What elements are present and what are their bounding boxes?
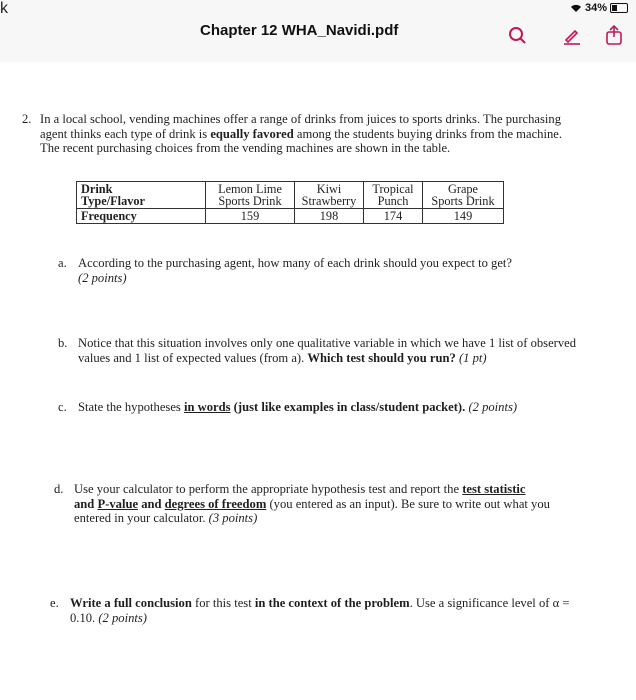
back-button[interactable]: k	[0, 0, 8, 17]
frequency-table	[76, 181, 504, 224]
search-icon[interactable]	[508, 26, 528, 46]
battery-percent: 34%	[584, 2, 607, 14]
markup-pen-icon[interactable]	[562, 26, 582, 46]
question-text: In a local school, vending machines offer a range of drinks from juices to sports drinks. The purchasing agent thinks each type of drink is equally favored among the students buying drinks from the machine. The recent purchasing choices from the vending machines are shown in the table.	[40, 112, 562, 155]
table-cell: 159	[206, 209, 295, 224]
table-cell: 149	[423, 209, 504, 224]
table-cell: 198	[295, 209, 364, 224]
table-cell: Tropical Punch	[364, 182, 423, 209]
question-2	[22, 112, 582, 156]
part-d: d. Use your calculator to perform the appropriate hypothesis test and report the test statistic and P-value and degrees of freedom (you entered as an input). Be sure to write out what you entered in your calculator. (3 points)	[54, 482, 550, 525]
question-number: 2.	[22, 112, 32, 126]
pdf-page	[0, 62, 636, 700]
battery-icon	[610, 3, 628, 13]
share-icon[interactable]	[604, 24, 624, 46]
table-cell: Lemon Lime Sports Drink	[206, 182, 295, 209]
wifi-icon	[570, 4, 582, 13]
part-e: e. Write a full conclusion for this test in the context of the problem. Use a significance level of α = 0.10. (2 points)	[50, 596, 570, 625]
document-title: Chapter 12 WHA_Navidi.pdf	[200, 22, 399, 39]
status-bar	[570, 2, 628, 14]
table-cell: Kiwi Strawberry	[295, 182, 364, 209]
part-a: a. According to the purchasing agent, how many of each drink should you expect to get? (2 points)	[58, 256, 513, 285]
table-cell: 174	[364, 209, 423, 224]
top-toolbar	[0, 0, 636, 63]
table-row-header: Drink Type/Flavor	[77, 182, 206, 209]
part-b: b. Notice that this situation involves only one qualitative variable in which we have 1 list of observed values and 1 list of expected values (from a). Which test should you run? (1 pt)	[58, 336, 577, 365]
table-row-header: Frequency	[77, 209, 206, 224]
part-c: c. State the hypotheses in words (just like examples in class/student packet). (2 points)	[58, 400, 518, 414]
table-cell: Grape Sports Drink	[423, 182, 504, 209]
